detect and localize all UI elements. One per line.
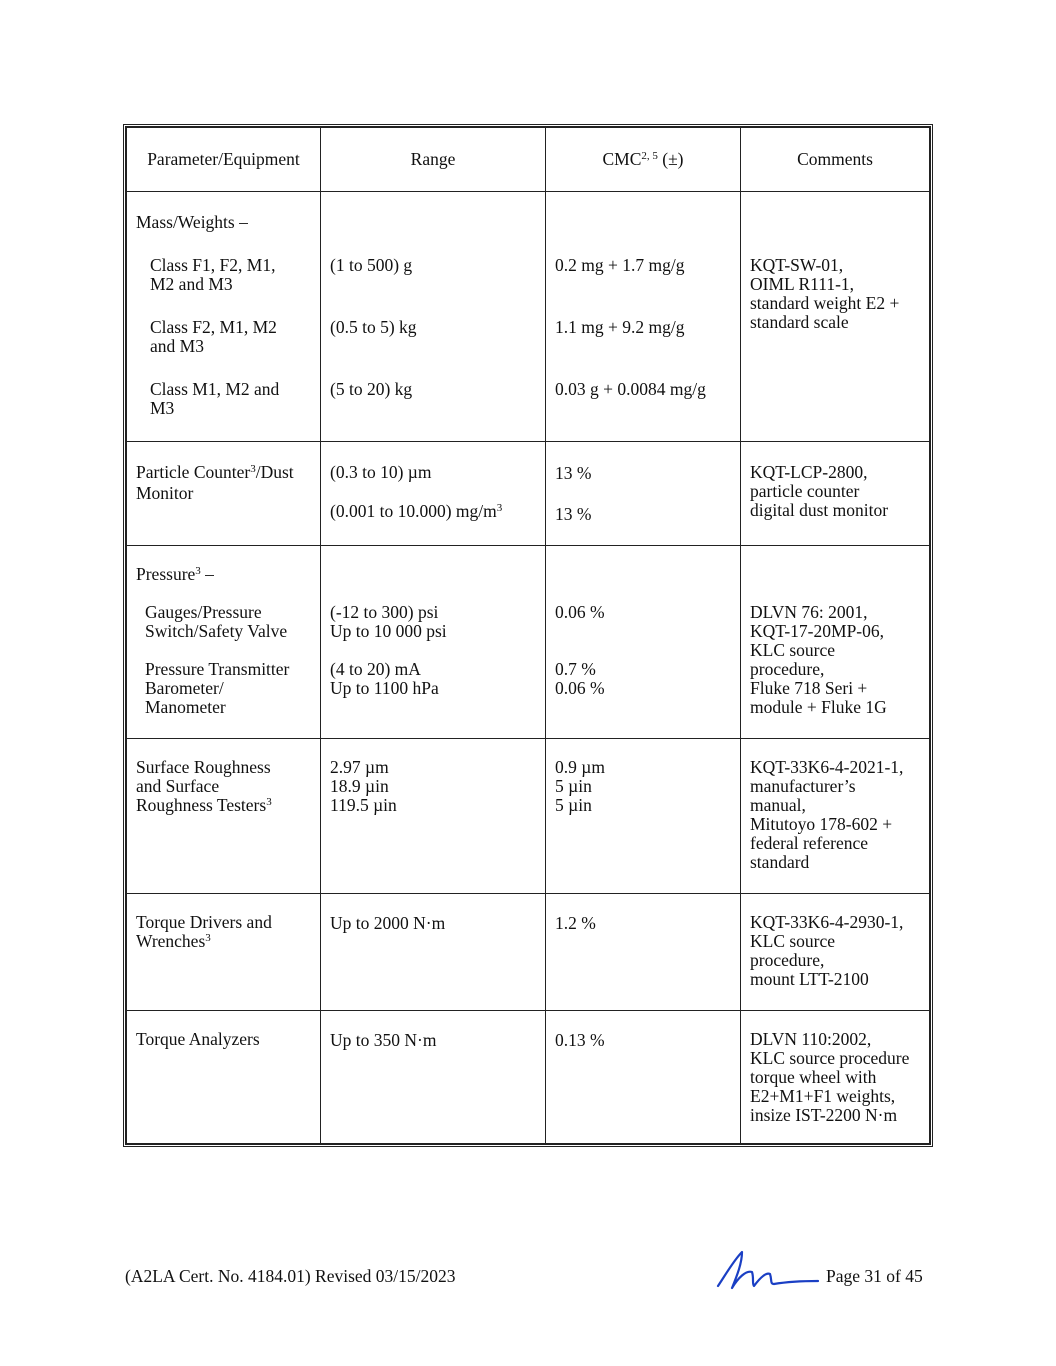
mass-param-2b: and M3: [150, 336, 204, 356]
header-cmc: CMC$^{2, 5}$ (±): [546, 128, 741, 192]
particle-comment-3: digital dust monitor: [750, 500, 889, 520]
pressure-comment-1: DLVN 76: 2001,: [750, 602, 868, 622]
particle-comment-1: KQT-LCP-2800,: [750, 462, 868, 482]
torque-drivers-param-2: Wrenches$^3$: [136, 931, 211, 951]
roughness-comment-3: manual,: [750, 795, 806, 815]
torque-analyzers-comment-2: KLC source procedure: [750, 1048, 910, 1068]
particle-comment-2: particle counter: [750, 481, 860, 501]
particle-param-2: Monitor: [136, 483, 194, 503]
header-comments: Comments: [741, 128, 930, 192]
table-row-torque-analyzers: [127, 1011, 930, 1144]
torque-analyzers-param: Torque Analyzers: [136, 1029, 260, 1049]
pressure-range-2a: (4 to 20) mA: [330, 659, 421, 679]
particle-cmc-1: 13 %: [555, 463, 592, 483]
torque-drivers-param-1: Torque Drivers and: [136, 912, 272, 932]
roughness-param-2: and Surface: [136, 776, 220, 796]
header-parameter: Parameter/Equipment: [127, 128, 321, 192]
torque-drivers-cmc: 1.2 %: [555, 913, 596, 933]
torque-analyzers-comment-4: E2+M1+F1 weights,: [750, 1086, 896, 1106]
mass-param-3b: M3: [150, 398, 175, 418]
torque-drivers-comment-3: procedure,: [750, 950, 825, 970]
mass-cmc-1: 0.2 mg + 1.7 mg/g: [555, 255, 685, 275]
roughness-param-1: Surface Roughness: [136, 757, 271, 777]
roughness-comment-6: standard: [750, 852, 810, 872]
roughness-comment-2: manufacturer’s: [750, 776, 856, 796]
pressure-cmc-1: 0.06 %: [555, 602, 605, 622]
pressure-comment-5: Fluke 718 Seri +: [750, 678, 868, 698]
roughness-param-3: Roughness Testers$^3$: [136, 795, 272, 815]
pressure-comment-2: KQT-17-20MP-06,: [750, 621, 885, 641]
roughness-range-1: 2.97 µm: [330, 757, 389, 777]
particle-range-1: (0.3 to 10) µm: [330, 462, 432, 482]
pressure-param-1b: Switch/Safety Valve: [145, 621, 288, 641]
pressure-param-2c: Manometer: [145, 697, 226, 717]
roughness-cmc-3: 5 µin: [555, 795, 592, 815]
mass-comment-4: standard scale: [750, 312, 849, 332]
particle-range-2: (0.001 to 10.000) $mg/m^3$: [330, 501, 503, 521]
mass-cmc-3: 0.03 g + 0.0084 mg/g: [555, 379, 706, 399]
pressure-range-1b: Up to 10 000 psi: [330, 621, 447, 641]
pressure-title: Pressure$^3$ –: [136, 564, 214, 584]
torque-analyzers-cmc: 0.13 %: [555, 1030, 605, 1050]
roughness-comment-1: KQT-33K6-4-2021-1,: [750, 757, 904, 777]
table-row-pressure: [127, 546, 930, 739]
pressure-cmc-2b: 0.06 %: [555, 678, 605, 698]
torque-analyzers-comment-1: DLVN 110:2002,: [750, 1029, 872, 1049]
mass-comment-2: OIML R111-1,: [750, 274, 855, 294]
mass-comment-1: KQT-SW-01,: [750, 255, 844, 275]
pressure-comment-4: procedure,: [750, 659, 825, 679]
mass-title: Mass/Weights –: [136, 212, 248, 232]
pressure-cmc-2a: 0.7 %: [555, 659, 596, 679]
mass-range-1: (1 to 500) g: [330, 255, 413, 275]
pressure-range-2b: Up to 1100 hPa: [330, 678, 439, 698]
header-range: Range: [321, 128, 546, 192]
pressure-range-1a: (-12 to 300) psi: [330, 602, 439, 622]
torque-analyzers-comment-3: torque wheel with: [750, 1067, 877, 1087]
torque-drivers-range: Up to 2000 N·m: [330, 913, 446, 933]
mass-param-3a: Class M1, M2 and: [150, 379, 280, 399]
table-row-mass: [127, 192, 930, 442]
particle-cmc-2: 13 %: [555, 504, 592, 524]
mass-param-1b: M2 and M3: [150, 274, 233, 294]
torque-drivers-comment-4: mount LTT-2100: [750, 969, 869, 989]
pressure-comment-6: module + Fluke 1G: [750, 697, 887, 717]
footer-page: Page 31 of 45: [826, 1266, 923, 1286]
torque-drivers-comment-2: KLC source: [750, 931, 836, 951]
footer-cert: (A2LA Cert. No. 4184.01) Revised 03/15/2023: [125, 1266, 456, 1286]
torque-analyzers-range: Up to 350 N·m: [330, 1030, 437, 1050]
pressure-comment-3: KLC source: [750, 640, 836, 660]
mass-param-2a: Class F2, M1, M2: [150, 317, 277, 337]
torque-drivers-comment-1: KQT-33K6-4-2930-1,: [750, 912, 904, 932]
roughness-comment-4: Mitutoyo 178-602 +: [750, 814, 893, 834]
pressure-param-2a: Pressure Transmitter: [145, 659, 290, 679]
particle-param-1: Particle Counter$^3$/Dust: [136, 462, 294, 482]
roughness-range-2: 18.9 µin: [330, 776, 389, 796]
mass-param-1a: Class F1, F2, M1,: [150, 255, 276, 275]
table-row-particle: [127, 442, 930, 546]
table-row-torque-drivers: [127, 894, 930, 1011]
mass-cmc-2: 1.1 mg + 9.2 mg/g: [555, 317, 685, 337]
torque-analyzers-comment-5: insize IST-2200 N·m: [750, 1105, 898, 1125]
pressure-param-1a: Gauges/Pressure: [145, 602, 262, 622]
mass-comment-3: standard weight E2 +: [750, 293, 900, 313]
roughness-cmc-1: 0.9 µm: [555, 757, 605, 777]
accreditation-table: [123, 124, 933, 1147]
roughness-range-3: 119.5 µin: [330, 795, 397, 815]
table-row-roughness: [127, 739, 930, 894]
table-header-row: [127, 128, 930, 192]
pressure-param-2b: Barometer/: [145, 678, 224, 698]
mass-range-2: (0.5 to 5) kg: [330, 317, 417, 337]
roughness-comment-5: federal reference: [750, 833, 869, 853]
mass-range-3: (5 to 20) kg: [330, 379, 413, 399]
signature-image: [712, 1248, 822, 1292]
roughness-cmc-2: 5 µin: [555, 776, 592, 796]
